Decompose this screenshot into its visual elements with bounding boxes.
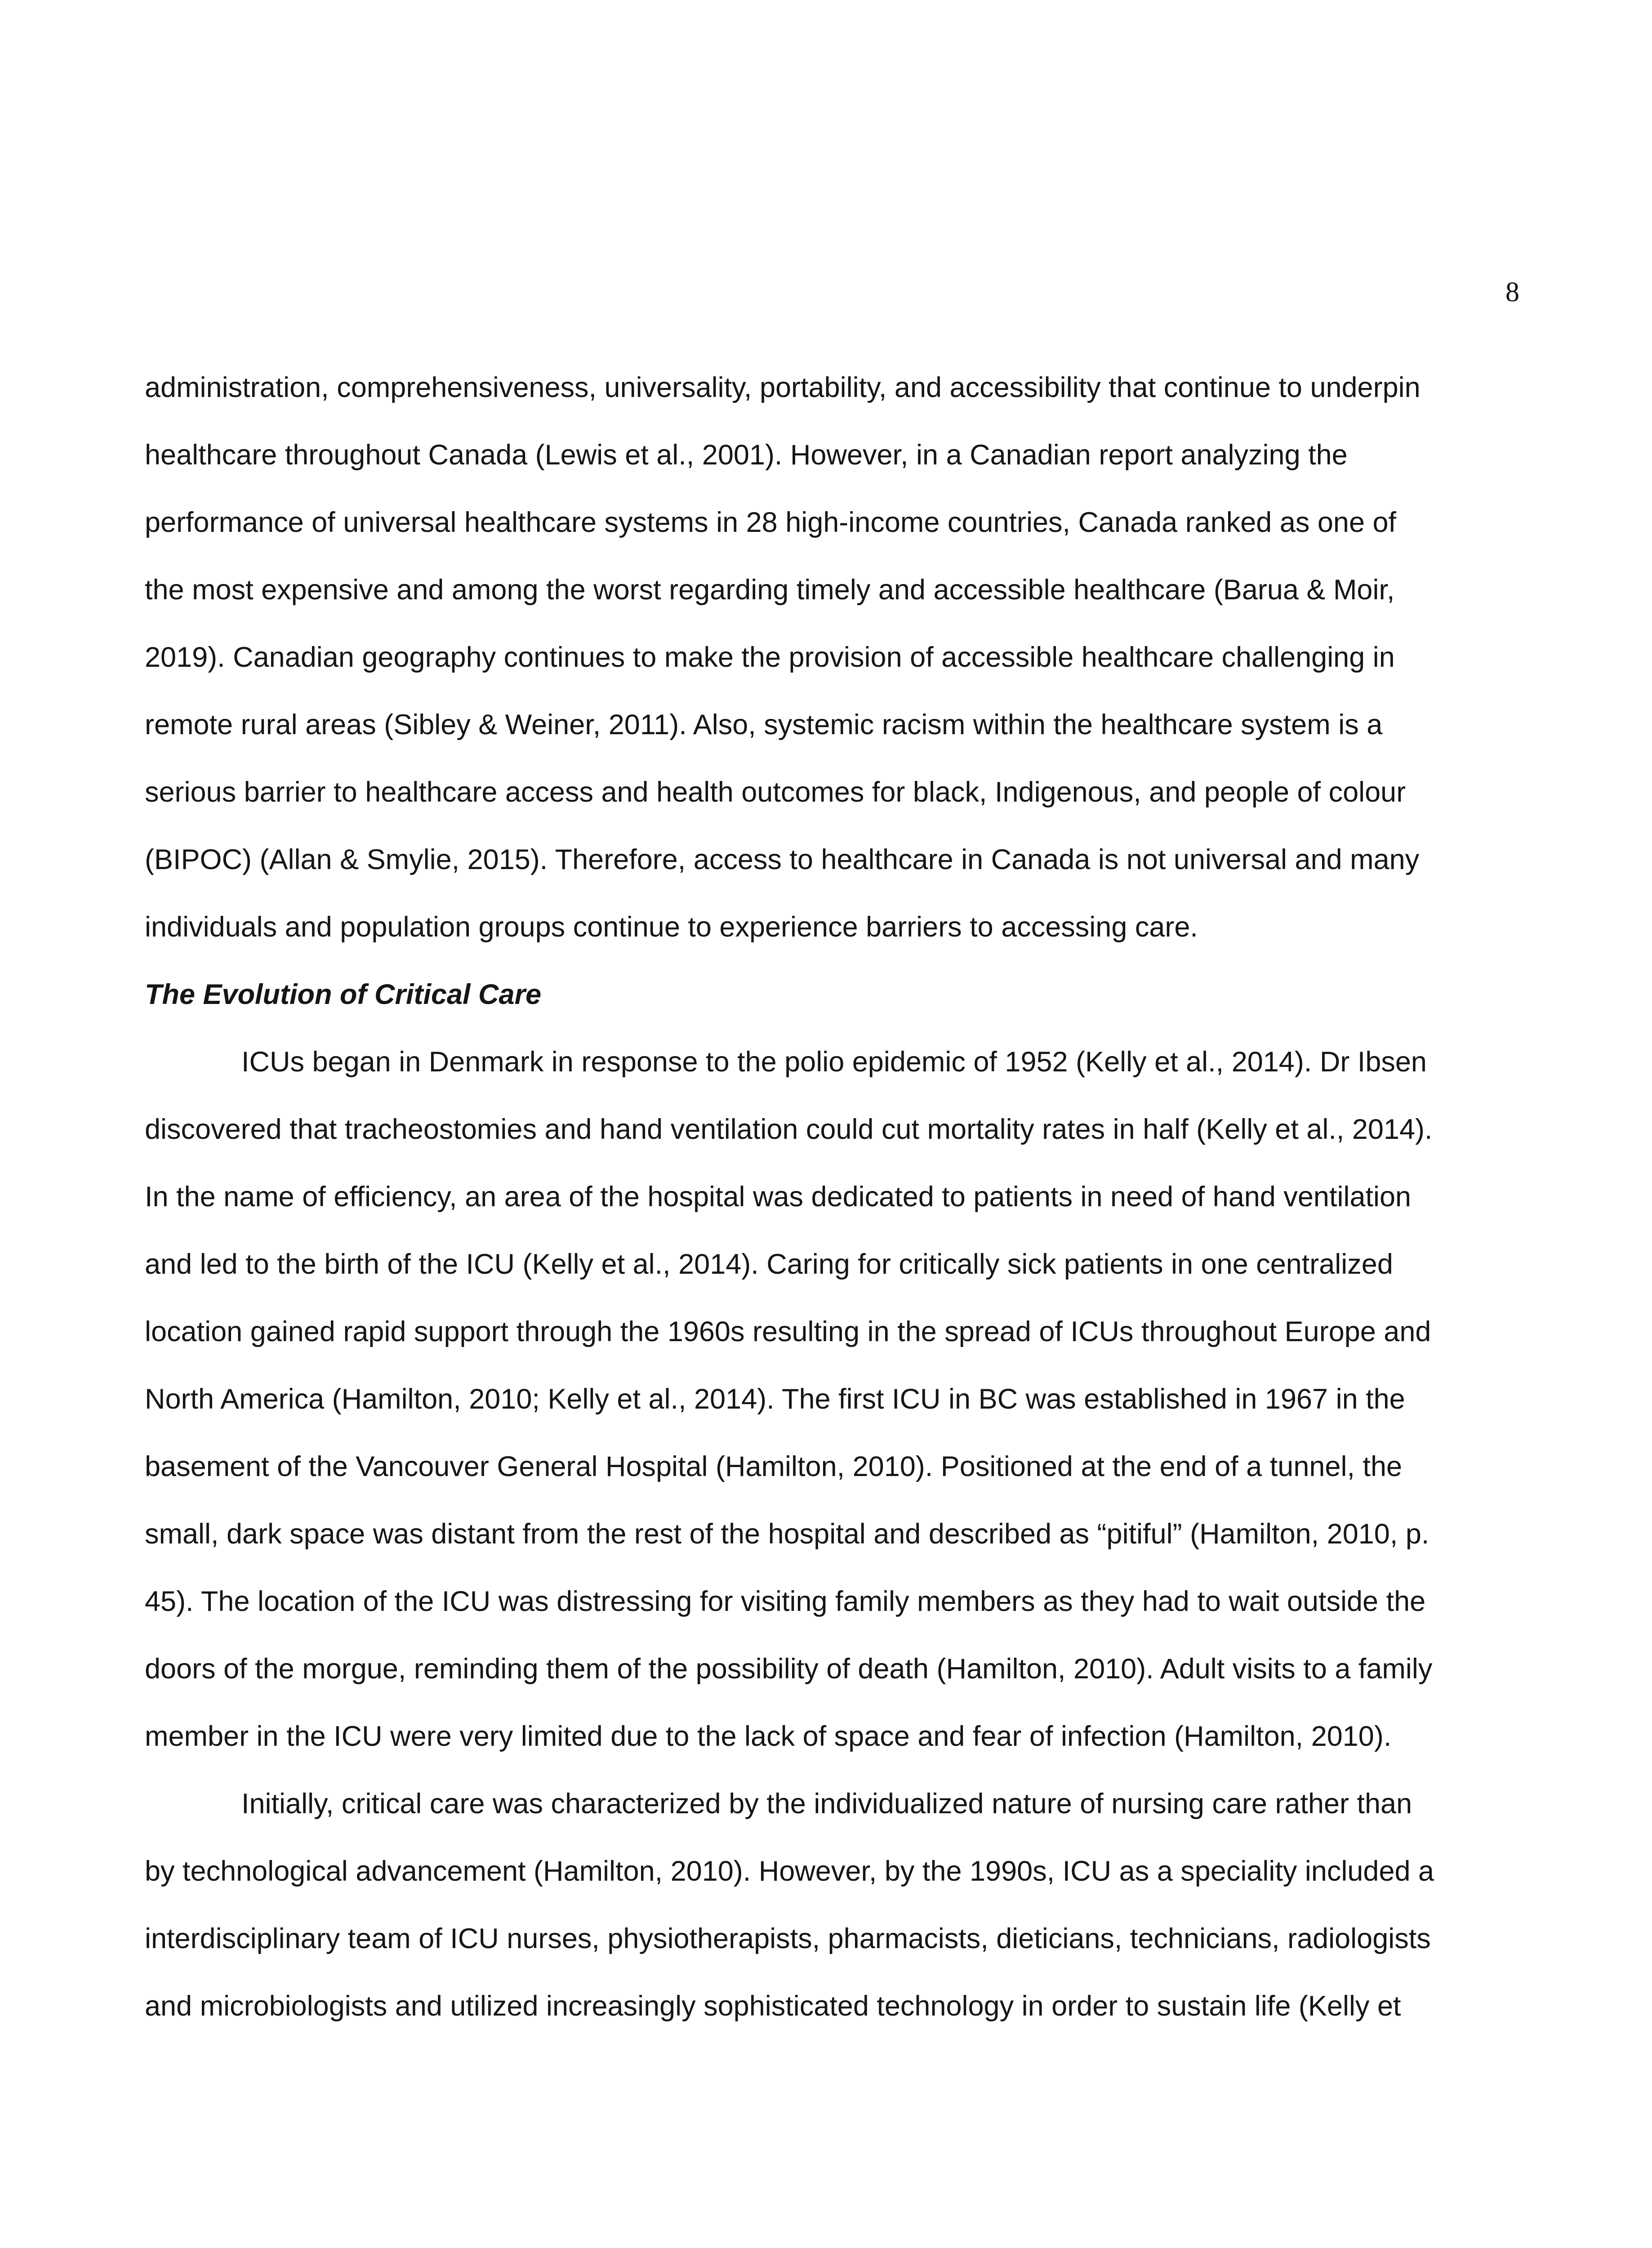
text-line: North America (Hamilton, 2010; Kelly et al., 2014). The first ICU in BC was established in 1967 in the <box>145 1383 1405 1415</box>
text-line: the most expensive and among the worst regarding timely and accessible healthcare (Barua & Moir, <box>145 574 1395 606</box>
text-line: individuals and population groups continue to experience barriers to accessing care. <box>145 911 1198 943</box>
text-line: location gained rapid support through the 1960s resulting in the spread of ICUs throughout Europe and <box>145 1316 1431 1347</box>
text-line: 45). The location of the ICU was distressing for visiting family members as they had to wait outside the <box>145 1586 1426 1617</box>
text-line: interdisciplinary team of ICU nurses, physiotherapists, pharmacists, dieticians, technicians, radiologists <box>145 1923 1431 1954</box>
page-number: 8 <box>1505 277 1519 308</box>
text-line: and led to the birth of the ICU (Kelly et al., 2014). Caring for critically sick patients in one centralized <box>145 1249 1393 1280</box>
text-line: doors of the morgue, reminding them of the possibility of death (Hamilton, 2010). Adult visits to a family <box>145 1653 1433 1685</box>
text-line: performance of universal healthcare systems in 28 high-income countries, Canada ranked as one of <box>145 507 1397 538</box>
text-line: healthcare throughout Canada (Lewis et al., 2001). However, in a Canadian report analyzing the <box>145 439 1348 471</box>
text-line: remote rural areas (Sibley & Weiner, 2011). Also, systemic racism within the healthcare system is a <box>145 709 1383 740</box>
text-line: serious barrier to healthcare access and health outcomes for black, Indigenous, and people of colour <box>145 776 1406 808</box>
text-line: discovered that tracheostomies and hand ventilation could cut mortality rates in half (Kelly et al., 2014). <box>145 1114 1433 1145</box>
text-line: Initially, critical care was characterized by the individualized nature of nursing care rather than <box>241 1788 1412 1820</box>
text-line: member in the ICU were very limited due to the lack of space and fear of infection (Hamilton, 2010). <box>145 1721 1392 1752</box>
text-line: administration, comprehensiveness, universality, portability, and accessibility that continue to underpin <box>145 372 1420 403</box>
text-line: (BIPOC) (Allan & Smylie, 2015). Therefore, access to healthcare in Canada is not universal and many <box>145 844 1420 875</box>
text-line: and microbiologists and utilized increasingly sophisticated technology in order to sustain life (Kelly et <box>145 1990 1401 2022</box>
text-line: small, dark space was distant from the rest of the hospital and described as “pitiful” (Hamilton, 2010, p. <box>145 1518 1429 1550</box>
section-heading: The Evolution of Critical Care <box>145 979 542 1010</box>
text-line: basement of the Vancouver General Hospital (Hamilton, 2010). Positioned at the end of a tunnel, the <box>145 1451 1403 1482</box>
text-line: In the name of efficiency, an area of the hospital was dedicated to patients in need of hand ventilation <box>145 1181 1412 1213</box>
text-line: ICUs began in Denmark in response to the polio epidemic of 1952 (Kelly et al., 2014). Dr Ibsen <box>241 1046 1427 1078</box>
text-line: 2019). Canadian geography continues to make the provision of accessible healthcare challenging in <box>145 642 1395 673</box>
text-line: by technological advancement (Hamilton, 2010). However, by the 1990s, ICU as a speciality included a <box>145 1855 1434 1887</box>
